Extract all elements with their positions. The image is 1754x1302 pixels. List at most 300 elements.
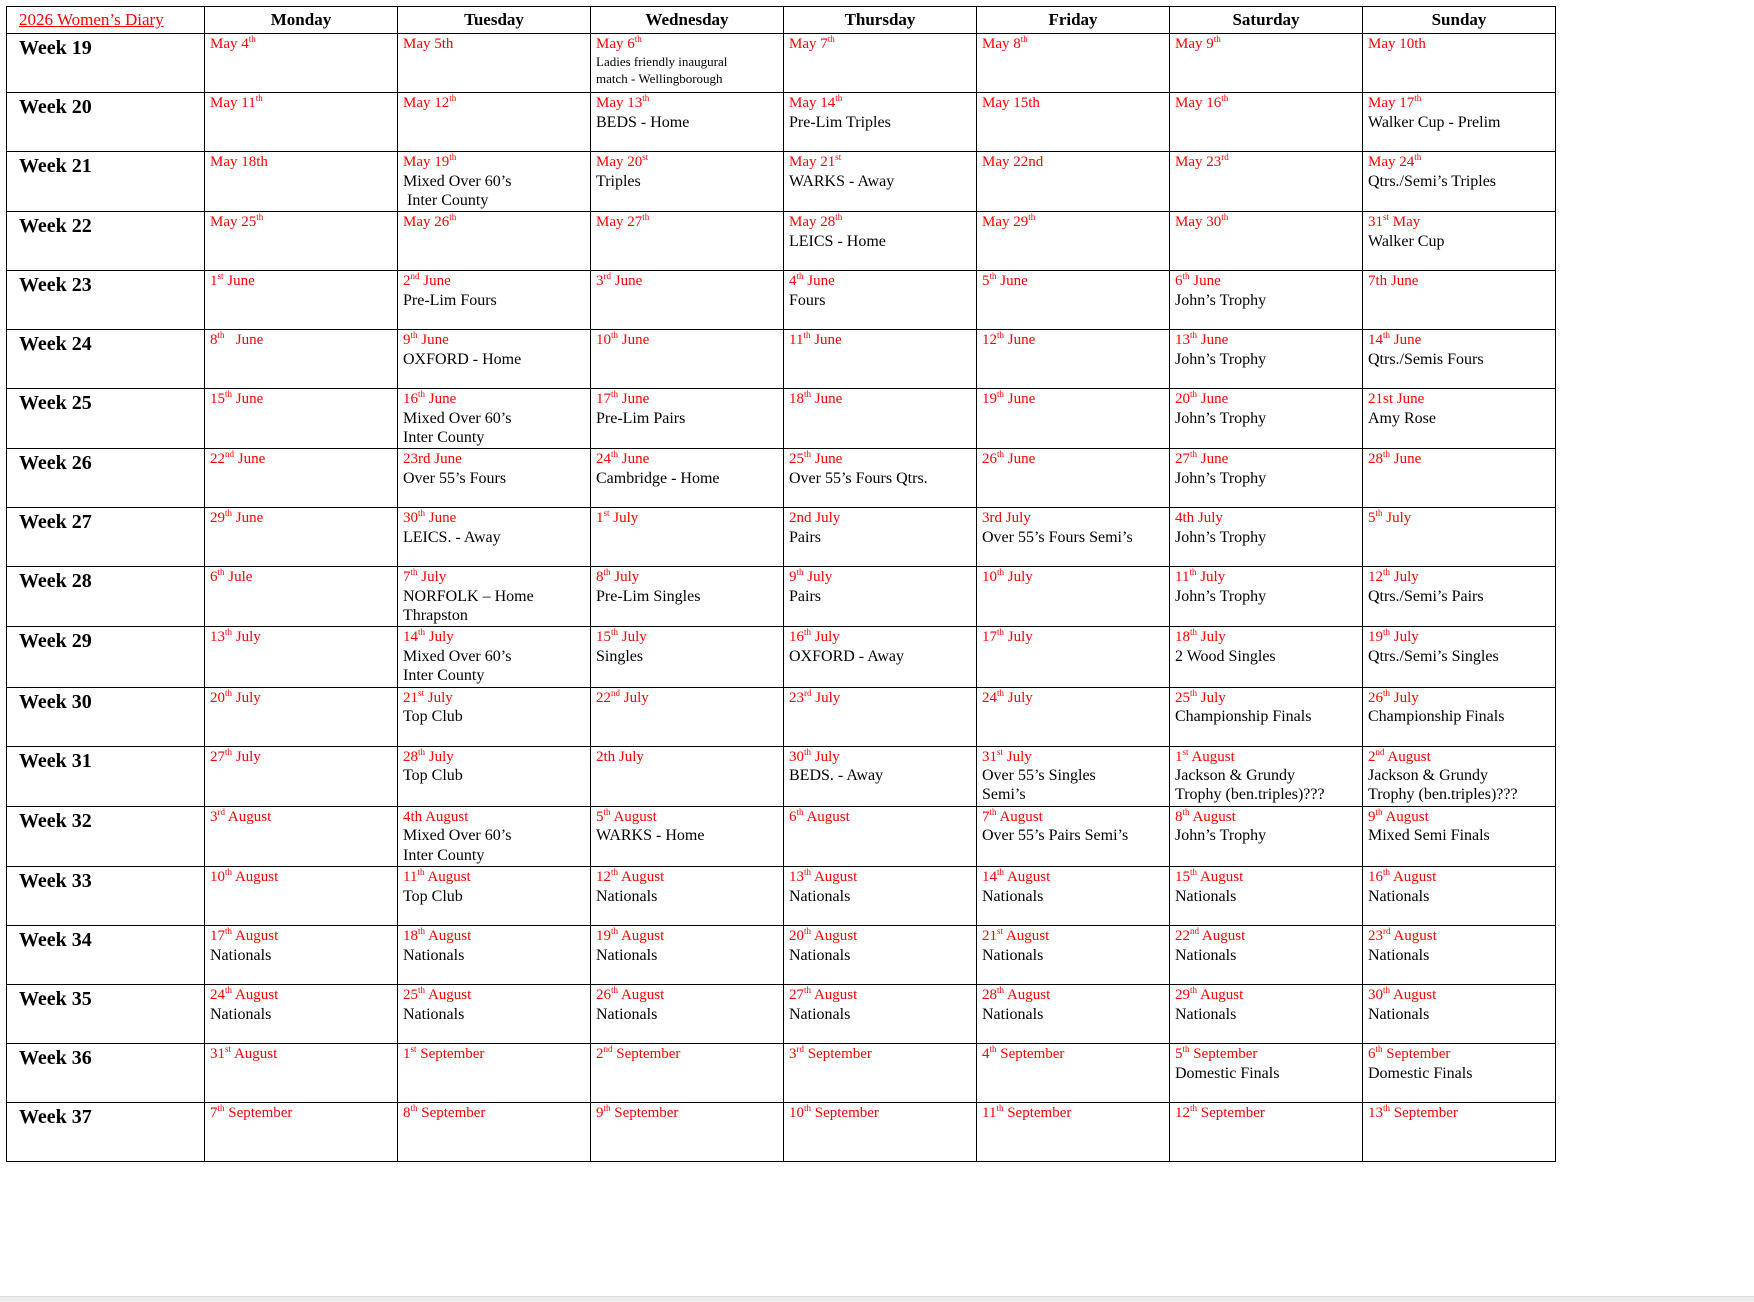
day-cell	[205, 152, 398, 212]
cell-date: May 11th	[210, 93, 263, 111]
cell-event: Cambridge - Home	[596, 470, 720, 487]
day-cell	[784, 508, 977, 567]
day-cell	[398, 567, 591, 627]
week-row-week-34	[7, 925, 1556, 984]
cell-date: 18th August	[403, 925, 472, 944]
cell-event: Nationals	[1368, 1005, 1430, 1023]
cell-date: May 8th	[982, 34, 1028, 52]
cell-date: 19th June	[982, 389, 1036, 408]
cell-date: 10th September	[789, 1102, 879, 1121]
cell-event: Qtrs./Semis Fours	[1368, 350, 1484, 368]
cell-date: 24th June	[596, 449, 650, 468]
day-cell	[977, 34, 1170, 93]
day-cell	[1170, 34, 1363, 93]
cell-date: 10th August	[210, 866, 279, 885]
cell-event: Mixed Semi Finals	[1368, 827, 1490, 845]
day-cell	[1170, 687, 1363, 746]
cell-date: 6th August	[789, 806, 850, 825]
week-row-week-24	[7, 330, 1556, 389]
cell-date: May 22nd	[982, 154, 1044, 170]
day-cell	[205, 1102, 398, 1161]
cell-date: May 27th	[596, 212, 650, 231]
cell-date: 9th September	[596, 1102, 679, 1121]
cell-event: Over 55’s Singles Semi’s	[982, 767, 1096, 804]
day-cell	[591, 330, 784, 389]
cell-event: John’s Trophy	[1175, 291, 1267, 309]
day-cell	[784, 746, 977, 806]
week-label: Week 37	[7, 1102, 205, 1161]
cell-date: 21st July	[403, 687, 453, 706]
cell-event: Nationals	[1175, 1005, 1237, 1023]
day-cell	[1170, 627, 1363, 687]
week-label: Week 19	[7, 34, 205, 93]
day-cell	[977, 866, 1170, 925]
cell-event: Top Club	[403, 887, 463, 905]
cell-date: 21st June	[1368, 391, 1425, 408]
diary-title: 2026 Women’s Diary	[19, 10, 164, 29]
cell-date: 2nd June	[403, 271, 451, 290]
cell-event: Pre-Lim Fours	[403, 291, 497, 309]
cell-date: 13th July	[210, 627, 261, 646]
week-row-week-37	[7, 1102, 1556, 1161]
cell-date: 15th June	[210, 389, 264, 408]
cell-date: 24th August	[210, 984, 279, 1003]
column-header-friday: Friday	[977, 7, 1170, 34]
week-label: Week 31	[7, 746, 205, 806]
cell-event: Top Club	[403, 767, 463, 785]
cell-event: BEDS - Home	[596, 113, 690, 131]
day-cell	[784, 389, 977, 449]
day-cell	[1170, 212, 1363, 271]
day-cell	[1363, 746, 1556, 806]
cell-date: 1st September	[403, 1043, 485, 1062]
week-row-week-20	[7, 93, 1556, 152]
cell-event: Jackson & Grundy Trophy (ben.triples)???	[1368, 767, 1518, 804]
day-cell	[1170, 806, 1363, 866]
cell-event: Nationals	[982, 887, 1044, 905]
column-header-monday: Monday	[205, 7, 398, 34]
cell-date: 2th July	[596, 748, 644, 765]
cell-date: May 19th	[403, 152, 457, 170]
day-cell	[784, 925, 977, 984]
cell-date: May 24th	[1368, 152, 1422, 170]
cell-event: OXFORD - Home	[403, 350, 522, 368]
day-cell	[591, 93, 784, 152]
cell-date: May 26th	[403, 212, 457, 231]
day-cell	[977, 1102, 1170, 1161]
cell-event: Nationals	[982, 1005, 1044, 1023]
cell-date: 25th July	[1175, 687, 1226, 706]
cell-event: Nationals	[1368, 887, 1430, 905]
cell-date: 8th September	[403, 1102, 486, 1121]
week-label: Week 20	[7, 93, 205, 152]
cell-event: Mixed Over 60’s Inter County	[403, 648, 512, 685]
week-row-week-35	[7, 984, 1556, 1043]
cell-date: 12th September	[1175, 1102, 1265, 1121]
day-cell	[1170, 508, 1363, 567]
day-cell	[784, 984, 977, 1043]
cell-event: Top Club	[403, 708, 463, 726]
day-cell	[1363, 449, 1556, 508]
day-cell	[977, 567, 1170, 627]
week-label: Week 24	[7, 330, 205, 389]
day-cell	[205, 866, 398, 925]
column-header-sunday: Sunday	[1363, 7, 1556, 34]
cell-date: 8th August	[1175, 806, 1236, 825]
cell-date: May 13th	[596, 93, 650, 111]
cell-event: Nationals	[596, 946, 658, 964]
cell-date: 6th June	[1175, 271, 1221, 290]
day-cell	[398, 627, 591, 687]
day-cell	[398, 449, 591, 508]
cell-date: 27th August	[789, 984, 858, 1003]
cell-date: 5th September	[1175, 1043, 1258, 1062]
day-cell	[398, 1043, 591, 1102]
cell-event: Qtrs./Semi’s Pairs	[1368, 588, 1484, 605]
cell-event: Pairs	[789, 529, 821, 546]
cell-date: May 20st	[596, 152, 649, 170]
cell-date: 17th July	[982, 627, 1033, 646]
day-cell	[398, 389, 591, 449]
day-cell	[591, 1043, 784, 1102]
day-cell	[1363, 627, 1556, 687]
cell-date: 1st August	[1175, 746, 1235, 765]
day-cell	[205, 271, 398, 330]
day-cell	[977, 271, 1170, 330]
day-cell	[398, 34, 591, 93]
cell-date: 18th June	[789, 389, 843, 408]
day-cell	[205, 34, 398, 93]
cell-date: May 18th	[210, 154, 268, 170]
cell-date: 15th July	[596, 627, 647, 646]
day-cell	[784, 330, 977, 389]
cell-event: Over 55’s Fours Qtrs.	[789, 470, 928, 487]
day-cell	[398, 271, 591, 330]
day-cell	[205, 93, 398, 152]
week-row-week-29	[7, 627, 1556, 687]
cell-date: 11th August	[403, 866, 471, 885]
cell-date: 31st August	[210, 1043, 278, 1062]
cell-event: Nationals	[403, 1005, 465, 1023]
cell-date: 8th July	[596, 567, 640, 586]
cell-date: 3rd August	[210, 806, 272, 825]
column-header-tuesday: Tuesday	[398, 7, 591, 34]
day-cell	[784, 212, 977, 271]
cell-event: Ladies friendly inaugural match - Wellingborough	[596, 53, 728, 86]
day-cell	[977, 1043, 1170, 1102]
window-bottom-edge	[0, 1296, 1754, 1302]
day-cell	[784, 34, 977, 93]
cell-event: Walker Cup	[1368, 232, 1445, 250]
week-label: Week 27	[7, 508, 205, 567]
day-cell	[1363, 330, 1556, 389]
cell-date: May 14th	[789, 93, 843, 111]
cell-event: Nationals	[210, 946, 272, 964]
week-row-week-31	[7, 746, 1556, 806]
week-row-week-23	[7, 271, 1556, 330]
day-cell	[205, 330, 398, 389]
day-cell	[205, 984, 398, 1043]
cell-date: 4th September	[982, 1043, 1065, 1062]
cell-date: May 16th	[1175, 93, 1229, 111]
day-cell	[784, 152, 977, 212]
cell-event: Nationals	[1368, 946, 1430, 964]
cell-date: 3rd June	[596, 271, 643, 290]
cell-date: 7th June	[1368, 273, 1419, 290]
cell-date: 5th August	[596, 806, 657, 825]
cell-date: 17th August	[210, 925, 279, 944]
cell-date: 19th August	[596, 925, 665, 944]
day-cell	[1170, 866, 1363, 925]
day-cell	[398, 508, 591, 567]
cell-date: 12th July	[1368, 567, 1419, 586]
week-row-week-21	[7, 152, 1556, 212]
week-row-week-36	[7, 1043, 1556, 1102]
cell-event: Walker Cup - Prelim	[1368, 113, 1501, 131]
cell-date: 9th July	[789, 567, 833, 586]
cell-date: 4th July	[1175, 510, 1223, 527]
day-cell	[398, 330, 591, 389]
day-cell	[977, 212, 1170, 271]
day-cell	[398, 1102, 591, 1161]
day-cell	[591, 627, 784, 687]
cell-event: John’s Trophy	[1175, 588, 1267, 605]
day-cell	[1363, 212, 1556, 271]
cell-event: Championship Finals	[1368, 708, 1505, 726]
cell-date: 3rd July	[982, 510, 1031, 527]
cell-date: 20th June	[1175, 389, 1229, 408]
day-cell	[205, 449, 398, 508]
cell-event: Fours	[789, 291, 826, 309]
day-cell	[977, 925, 1170, 984]
cell-date: 29th June	[210, 508, 264, 527]
day-cell	[1363, 93, 1556, 152]
day-cell	[1170, 271, 1363, 330]
day-cell	[1170, 389, 1363, 449]
cell-date: 7th August	[982, 806, 1043, 825]
cell-event: Qtrs./Semi’s Singles	[1368, 648, 1499, 666]
column-header-saturday: Saturday	[1170, 7, 1363, 34]
cell-date: May 23rd	[1175, 152, 1229, 170]
cell-event: John’s Trophy	[1175, 409, 1267, 427]
cell-date: 23rd July	[789, 687, 841, 706]
cell-event: Nationals	[403, 946, 465, 964]
day-cell	[784, 627, 977, 687]
cell-date: 28th August	[982, 984, 1051, 1003]
day-cell	[1363, 984, 1556, 1043]
day-cell	[1363, 508, 1556, 567]
week-label: Week 33	[7, 866, 205, 925]
cell-date: May 12th	[403, 93, 457, 111]
cell-event: LEICS - Home	[789, 232, 886, 250]
cell-date: 18th July	[1175, 627, 1226, 646]
day-cell	[977, 389, 1170, 449]
day-cell	[1170, 1043, 1363, 1102]
day-cell	[784, 806, 977, 866]
cell-event: OXFORD - Away	[789, 648, 904, 666]
cell-date: 16th July	[789, 627, 840, 646]
cell-date: 12th June	[982, 330, 1036, 349]
day-cell	[205, 567, 398, 627]
cell-date: 24th July	[982, 687, 1033, 706]
cell-event: Championship Finals	[1175, 708, 1312, 726]
day-cell	[205, 1043, 398, 1102]
day-cell	[398, 806, 591, 866]
cell-date: 11th June	[789, 330, 842, 349]
cell-event: NORFOLK – Home Thrapston	[403, 588, 534, 625]
cell-event: Nationals	[789, 887, 851, 905]
week-label: Week 25	[7, 389, 205, 449]
cell-date: 10th July	[982, 567, 1033, 586]
week-label: Week 30	[7, 687, 205, 746]
day-cell	[591, 271, 784, 330]
cell-date: 23rd June	[403, 451, 462, 468]
cell-event: Domestic Finals	[1368, 1064, 1473, 1082]
day-cell	[977, 152, 1170, 212]
day-cell	[591, 866, 784, 925]
cell-event: Triples	[596, 172, 641, 190]
cell-date: 2nd July	[789, 510, 841, 527]
cell-date: 27th June	[1175, 449, 1229, 468]
cell-date: 29th August	[1175, 984, 1244, 1003]
week-label: Week 22	[7, 212, 205, 271]
day-cell	[591, 508, 784, 567]
day-cell	[591, 34, 784, 93]
cell-date: 6th Jule	[210, 567, 253, 586]
cell-event: Nationals	[982, 946, 1044, 964]
cell-event: Nationals	[1175, 946, 1237, 964]
day-cell	[591, 212, 784, 271]
cell-date: 23rd August	[1368, 925, 1437, 944]
cell-date: May 28th	[789, 212, 843, 231]
cell-event: Mixed Over 60’s Inter County	[403, 409, 512, 447]
day-cell	[784, 687, 977, 746]
day-cell	[591, 449, 784, 508]
cell-date: 4th June	[789, 271, 835, 290]
cell-date: 13th June	[1175, 330, 1229, 349]
week-row-week-28	[7, 567, 1556, 627]
day-cell	[205, 389, 398, 449]
cell-event: Qtrs./Semi’s Triples	[1368, 172, 1497, 190]
week-label: Week 29	[7, 627, 205, 687]
week-row-week-32	[7, 806, 1556, 866]
week-row-week-33	[7, 866, 1556, 925]
cell-event: Pre-Lim Pairs	[596, 409, 686, 427]
cell-date: 22nd June	[210, 449, 266, 468]
day-cell	[398, 152, 591, 212]
cell-date: 2nd September	[596, 1043, 681, 1062]
cell-event: 2 Wood Singles	[1175, 648, 1276, 666]
day-cell	[977, 449, 1170, 508]
day-cell	[591, 806, 784, 866]
day-cell	[205, 925, 398, 984]
day-cell	[205, 508, 398, 567]
cell-event: BEDS. - Away	[789, 767, 884, 785]
day-cell	[1170, 1102, 1363, 1161]
day-cell	[1363, 925, 1556, 984]
day-cell	[591, 687, 784, 746]
cell-event: Nationals	[596, 887, 658, 905]
day-cell	[591, 925, 784, 984]
cell-date: May 4th	[210, 34, 256, 52]
week-label: Week 34	[7, 925, 205, 984]
header-row	[7, 7, 1556, 34]
cell-date: 17th June	[596, 389, 650, 408]
cell-date: 30th July	[789, 746, 840, 765]
day-cell	[591, 984, 784, 1043]
cell-date: 1st June	[210, 271, 255, 290]
cell-date: 20th August	[789, 925, 858, 944]
cell-event: WARKS - Home	[596, 827, 705, 845]
day-cell	[784, 1102, 977, 1161]
day-cell	[1363, 567, 1556, 627]
week-row-week-27	[7, 508, 1556, 567]
cell-event: Nationals	[1175, 887, 1237, 905]
day-cell	[784, 449, 977, 508]
day-cell	[205, 212, 398, 271]
day-cell	[977, 508, 1170, 567]
day-cell	[398, 687, 591, 746]
cell-date: 27th July	[210, 746, 261, 765]
cell-date: 14th August	[982, 866, 1051, 885]
week-label: Week 35	[7, 984, 205, 1043]
cell-date: May 6th	[596, 34, 642, 52]
cell-date: May 5th	[403, 36, 454, 52]
cell-event: Pre-Lim Singles	[596, 588, 701, 605]
day-cell	[977, 627, 1170, 687]
cell-date: 6th September	[1368, 1043, 1451, 1062]
cell-date: 19th July	[1368, 627, 1419, 646]
cell-date: 26th July	[1368, 687, 1419, 706]
cell-event: Over 55’s Fours	[403, 470, 507, 487]
cell-date: 20th July	[210, 687, 261, 706]
cell-date: 7th July	[403, 567, 447, 586]
day-cell	[205, 627, 398, 687]
day-cell	[398, 746, 591, 806]
day-cell	[1170, 449, 1363, 508]
cell-date: 1st July	[596, 508, 639, 527]
day-cell	[1363, 687, 1556, 746]
day-cell	[977, 984, 1170, 1043]
column-header-thursday: Thursday	[784, 7, 977, 34]
week-label: Week 21	[7, 152, 205, 212]
cell-date: 16th June	[403, 389, 457, 408]
cell-event: John’s Trophy	[1175, 827, 1267, 845]
day-cell	[784, 1043, 977, 1102]
weeks-body	[7, 34, 1556, 1162]
cell-date: 26th August	[596, 984, 665, 1003]
cell-date: 26th June	[982, 449, 1036, 468]
cell-date: 30th August	[1368, 984, 1437, 1003]
cell-date: 28th July	[403, 746, 454, 765]
cell-event: Over 55’s Fours Semi’s	[982, 529, 1133, 546]
cell-date: May 30th	[1175, 212, 1229, 231]
day-cell	[1170, 746, 1363, 806]
day-cell	[398, 866, 591, 925]
day-cell	[977, 687, 1170, 746]
day-cell	[591, 152, 784, 212]
cell-event: Nationals	[596, 1005, 658, 1023]
day-cell	[784, 866, 977, 925]
day-cell	[1170, 567, 1363, 627]
day-cell	[1170, 330, 1363, 389]
cell-date: May 21st	[789, 152, 842, 170]
cell-date: 25th August	[403, 984, 472, 1003]
cell-date: 21st August	[982, 925, 1050, 944]
cell-event: Singles	[596, 648, 644, 666]
cell-date: 10th June	[596, 330, 650, 349]
week-row-week-26	[7, 449, 1556, 508]
